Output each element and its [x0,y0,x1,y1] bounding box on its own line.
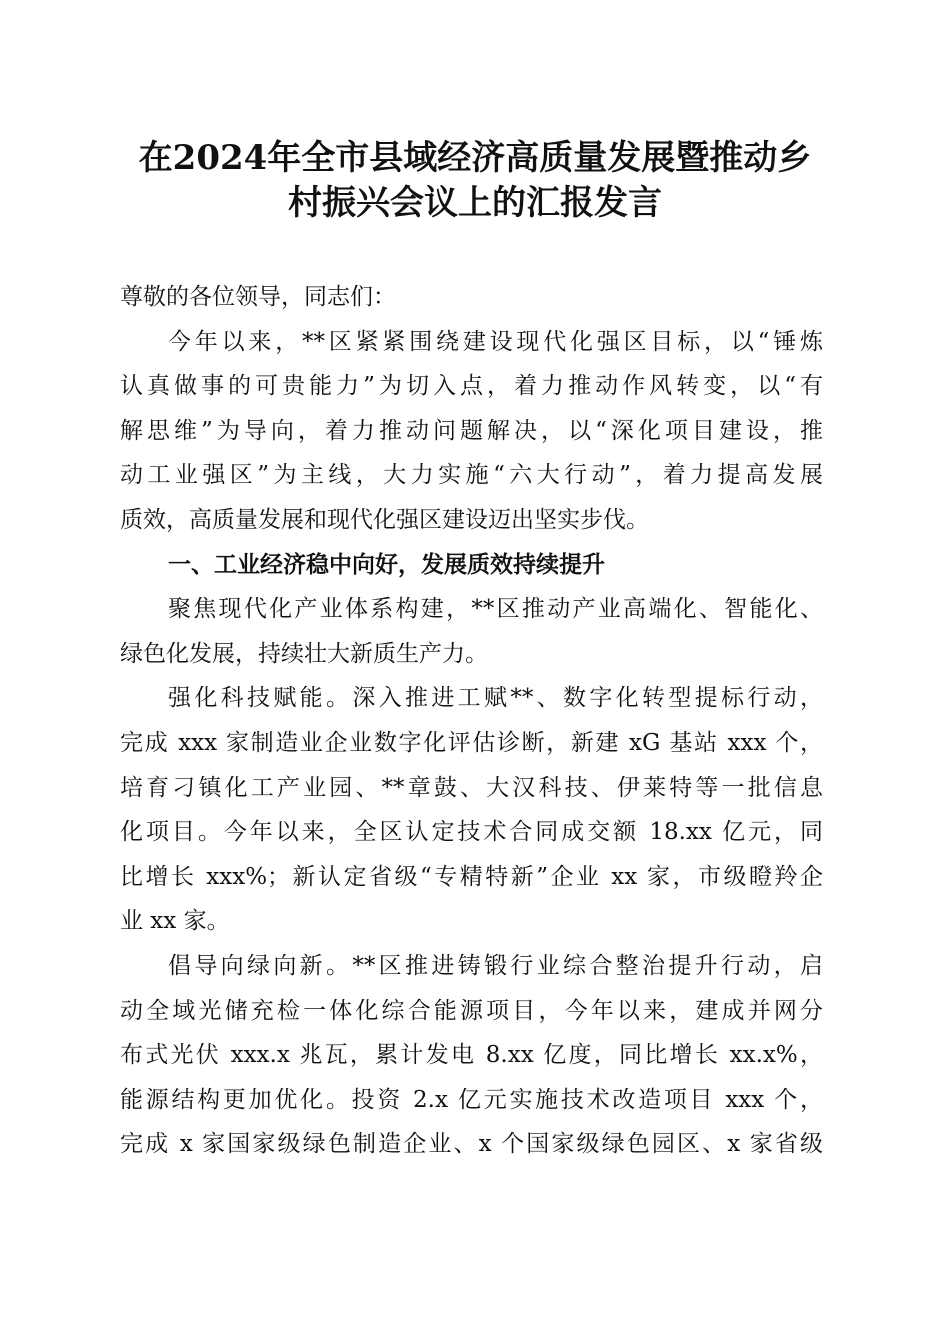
salutation: 尊敬的各位领导，同志们： [120,284,396,310]
paragraph-line: 业 xx 家。 [120,908,230,935]
paragraph-line: 认真做事的可贵能力”为切入点，着力推动作风转变，以“有 [120,373,823,400]
paragraph-line: 能源结构更加优化。投资 2.x 亿元实施技术改造项目 xxx 个， [120,1086,823,1113]
document-title [100,136,850,226]
paragraph-line: 解思维”为导向，着力推动问题解决，以“深化项目建设，推 [120,417,823,444]
paragraph-line: 化项目。今年以来，全区认定技术合同成交额 18.xx 亿元，同 [120,819,823,846]
section-heading: 一、工业经济稳中向好，发展质效持续提升 [168,551,605,578]
paragraph-line: 绿色化发展，持续壮大新质生产力。 [120,640,488,667]
paragraph-line: 比增长 xxx%；新认定省级“专精特新”企业 xx 家，市级瞪羚企 [120,863,823,890]
paragraph-line: 质效，高质量发展和现代化强区建设迈出坚实步伐。 [120,506,649,533]
paragraph-line: 今年以来，**区紧紧围绕建设现代化强区目标，以“锤炼 [168,328,823,355]
title-line-2: 村振兴会议上的汇报发言 [288,183,662,223]
paragraph-line: 动全域光储充检一体化综合能源项目，今年以来，建成并网分 [120,997,823,1024]
document-body [120,275,823,1167]
paragraph-line: 完成 x 家国家级绿色制造企业、x 个国家级绿色园区、x 家省级 [120,1131,823,1158]
paragraph-line: 完成 xxx 家制造业企业数字化评估诊断，新建 xG 基站 xxx 个， [120,729,823,756]
paragraph-line: 倡导向绿向新。**区推进铸锻行业综合整治提升行动，启 [168,952,823,979]
paragraph-line: 强化科技赋能。深入推进工赋**、数字化转型提标行动， [168,685,823,712]
paragraph-line: 动工业强区”为主线，大力实施“六大行动”，着力提高发展 [120,462,823,489]
paragraph-line: 培育刁镇化工产业园、**章鼓、大汉科技、伊莱特等一批信息 [120,774,823,801]
paragraph-line: 布式光伏 xxx.x 兆瓦，累计发电 8.xx 亿度，同比增长 xx.x%， [120,1042,823,1069]
paragraph-line: 聚焦现代化产业体系构建，**区推动产业高端化、智能化、 [168,596,823,623]
title-line-1: 在2024年全市县域经济高质量发展暨推动乡 [138,138,812,178]
